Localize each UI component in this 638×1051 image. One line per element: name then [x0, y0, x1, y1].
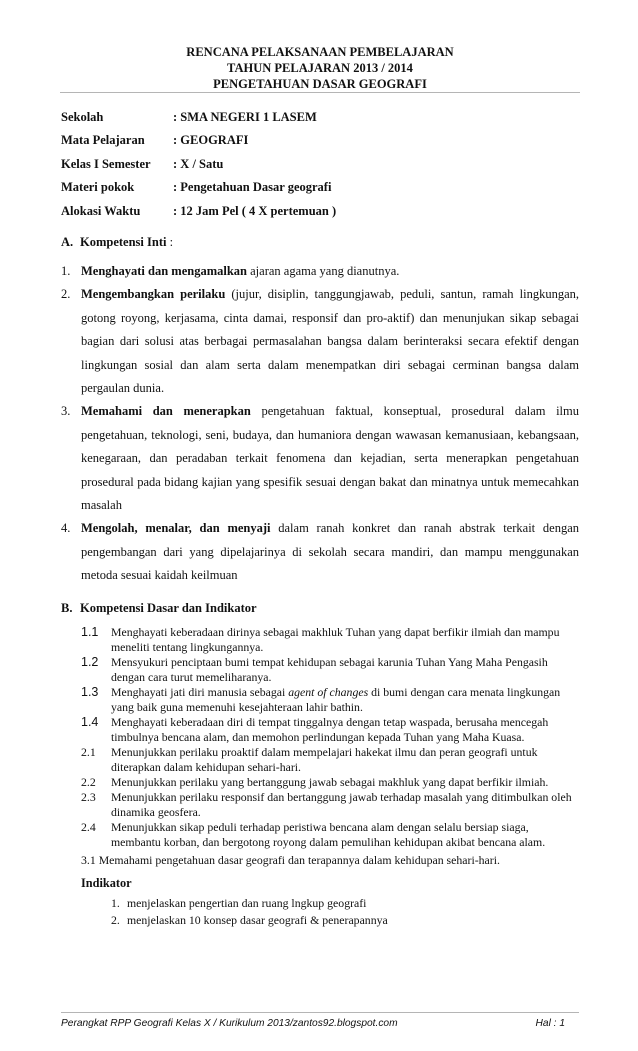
list-item — [61, 400, 579, 517]
section-number: B. — [61, 601, 73, 615]
identity-row — [61, 156, 336, 179]
identity-row — [61, 203, 336, 226]
item-text: di bumi dengan cara menata lingkungan yang baik guna memenuhi kesejahteraan lahir bathin. — [111, 685, 561, 714]
item-text: (jujur, disiplin, tanggungjawab, peduli, santun, ramah lingkungan, gotong royong, kerjasama, cinta damai, responsif dan pro-aktif) dan menunjukan sikap sebagai bagian dari solusi atas berbagai permasalahan bangsa dalam berinteraksi secara efektif dengan lingkungan sosial dan alam serta dalam menempatkan diri sebagai cerminan bangsa dalam pergaulan dunia. — [81, 287, 579, 396]
item-text: Menghayati jati diri manusia sebagai — [111, 685, 289, 699]
identity-row — [61, 132, 336, 155]
item-number: 1.4 — [81, 715, 99, 729]
item-number: 2.1 — [81, 745, 96, 759]
list-item — [111, 912, 388, 929]
item-text: Menghayati keberadaan diri di tempat tinggalnya dengan tetap waspada, berusaha mencegah timbulnya bencana alam, dan memohon perlindungan kepada Tuhan yang Maha Kuasa. — [111, 715, 549, 744]
kompetensi-inti-list — [61, 260, 579, 588]
identity-value: : Pengetahuan Dasar geografi — [173, 180, 332, 195]
identity-value: : SMA NEGERI 1 LASEM — [173, 110, 317, 124]
item-text: menjelaskan pengertian dan ruang lngkup geografi — [127, 896, 367, 910]
identity-label: Kelas I Semester — [61, 156, 151, 171]
item-keyword: Memahami dan menerapkan — [81, 404, 251, 419]
item-number: 3. — [61, 404, 71, 419]
list-item — [81, 685, 581, 715]
section-suffix: : — [166, 235, 174, 249]
item-number: 1.2 — [81, 655, 99, 669]
item-text: dalam ranah konkret dan ranah abstrak terkait dengan pengembangan dari yang dipelajarinya di sekolah secara mandiri, dan mampu menggunakan metoda sesuai kaidah keilmuan — [81, 521, 579, 583]
footer-divider — [61, 1012, 579, 1013]
item-number: 1.1 — [81, 625, 99, 639]
item-number: 1. — [111, 896, 120, 910]
list-item — [81, 715, 581, 745]
item-number: 4. — [61, 521, 71, 536]
list-item — [61, 283, 579, 400]
item-number: 2.4 — [81, 820, 96, 834]
list-item — [81, 790, 581, 820]
item-text: Menghayati keberadaan dirinya sebagai makhluk Tuhan yang dapat berfikir ilmiah dan mampu meneliti tentang lingkungannya. — [111, 625, 560, 654]
page-number: Hal : 1 — [535, 1018, 565, 1029]
list-item — [81, 775, 581, 790]
list-item — [81, 655, 581, 685]
section-title: Kompetensi Inti — [80, 235, 167, 249]
item-keyword: Mengembangkan perilaku — [81, 287, 226, 302]
item-number: 2. — [111, 913, 120, 927]
item-number: 2.2 — [81, 775, 96, 789]
list-item — [61, 517, 579, 587]
section-number: A. — [61, 235, 74, 249]
item-text: Mensyukuri penciptaan bumi tempat kehidupan sebagai karunia Tuhan Yang Maha Pengasih dengan cara turut memeliharanya. — [111, 655, 548, 684]
list-item — [81, 625, 581, 655]
identity-label: Alokasi Waktu — [61, 203, 141, 218]
item-italic-term: agent of changes — [288, 685, 369, 699]
identity-row — [61, 179, 336, 202]
item-text: Menunjukkan sikap peduli terhadap peristiwa bencana alam dengan selalu bersiap siaga, membantu korban, dan bergotong royong dalam pemulihan kehidupan akibat bencana alam. — [111, 820, 546, 849]
item-text: pengetahuan faktual, konseptual, prosedural dalam ilmu pengetahuan, teknologi, seni, budaya, dan humaniora dengan wawasan kemanusiaan, kebangsaan, kenegaraan, dan peradaban terkait fenomena dan kejadian, serta menerapkan pengetahuan prosedural pada bidang kajian yang spesifik sesuai dengan bakat dan minatnya untuk memecahkan masalah — [81, 404, 579, 513]
list-item — [81, 820, 581, 850]
identity-label: Sekolah — [61, 110, 104, 124]
footer-source: Perangkat RPP Geografi Kelas X / Kurikulum 2013/zantos92.blogspot.com — [61, 1018, 398, 1029]
item-text: Menunjukkan perilaku yang bertanggung jawab sebagai makhluk yang dapat berfikir ilmiah. — [111, 775, 549, 789]
item-text: Menunjukkan perilaku responsif dan bertanggung jawab terhadap masalah yang ditimbulkan oleh dinamika geosfera. — [111, 790, 572, 819]
indikator-list — [111, 895, 388, 929]
item-keyword: Menghayati dan mengamalkan — [81, 264, 247, 278]
list-item — [81, 745, 581, 775]
item-number: 1.3 — [81, 685, 99, 699]
item-keyword: Mengolah, menalar, dan menyaji — [81, 521, 271, 536]
header-title: RENCANA PELAKSANAAN PEMBELAJARAN — [186, 45, 454, 59]
section-b-heading — [61, 600, 257, 616]
identity-table — [61, 109, 336, 226]
header-subject: PENGETAHUAN DASAR GEOGRAFI — [213, 77, 427, 91]
indikator-heading: Indikator — [81, 876, 132, 890]
section-a-heading — [61, 234, 173, 250]
identity-value: : 12 Jam Pel ( 4 X pertemuan ) — [173, 203, 337, 218]
header-divider — [60, 92, 580, 93]
identity-label: Materi pokok — [61, 180, 135, 195]
identity-value: : GEOGRAFI — [173, 133, 249, 148]
item-text: Menunjukkan perilaku proaktif dalam mempelajari hakekat ilmu dan peran geografi untuk diterapkan dalam kehidupan sehari-hari. — [111, 745, 538, 774]
identity-label: Mata Pelajaran — [61, 133, 145, 148]
identity-value: : X / Satu — [173, 156, 224, 171]
item-number: 1. — [61, 264, 71, 278]
item-number: 2.3 — [81, 790, 96, 804]
list-item — [61, 260, 579, 283]
header-year: TAHUN PELAJARAN 2013 / 2014 — [227, 61, 413, 75]
list-item — [111, 895, 388, 912]
section-title: Kompetensi Dasar dan Indikator — [80, 601, 257, 615]
identity-row — [61, 109, 336, 132]
item-text: menjelaskan 10 konsep dasar geografi & penerapannya — [127, 913, 388, 927]
kd-3-1-statement: 3.1 Memahami pengetahuan dasar geografi dan terapannya dalam kehidupan sehari-hari. — [81, 853, 500, 867]
item-text: ajaran agama yang dianutnya. — [247, 264, 400, 278]
document-header — [60, 44, 580, 92]
item-number: 2. — [61, 287, 71, 302]
kompetensi-dasar-list — [81, 625, 581, 850]
